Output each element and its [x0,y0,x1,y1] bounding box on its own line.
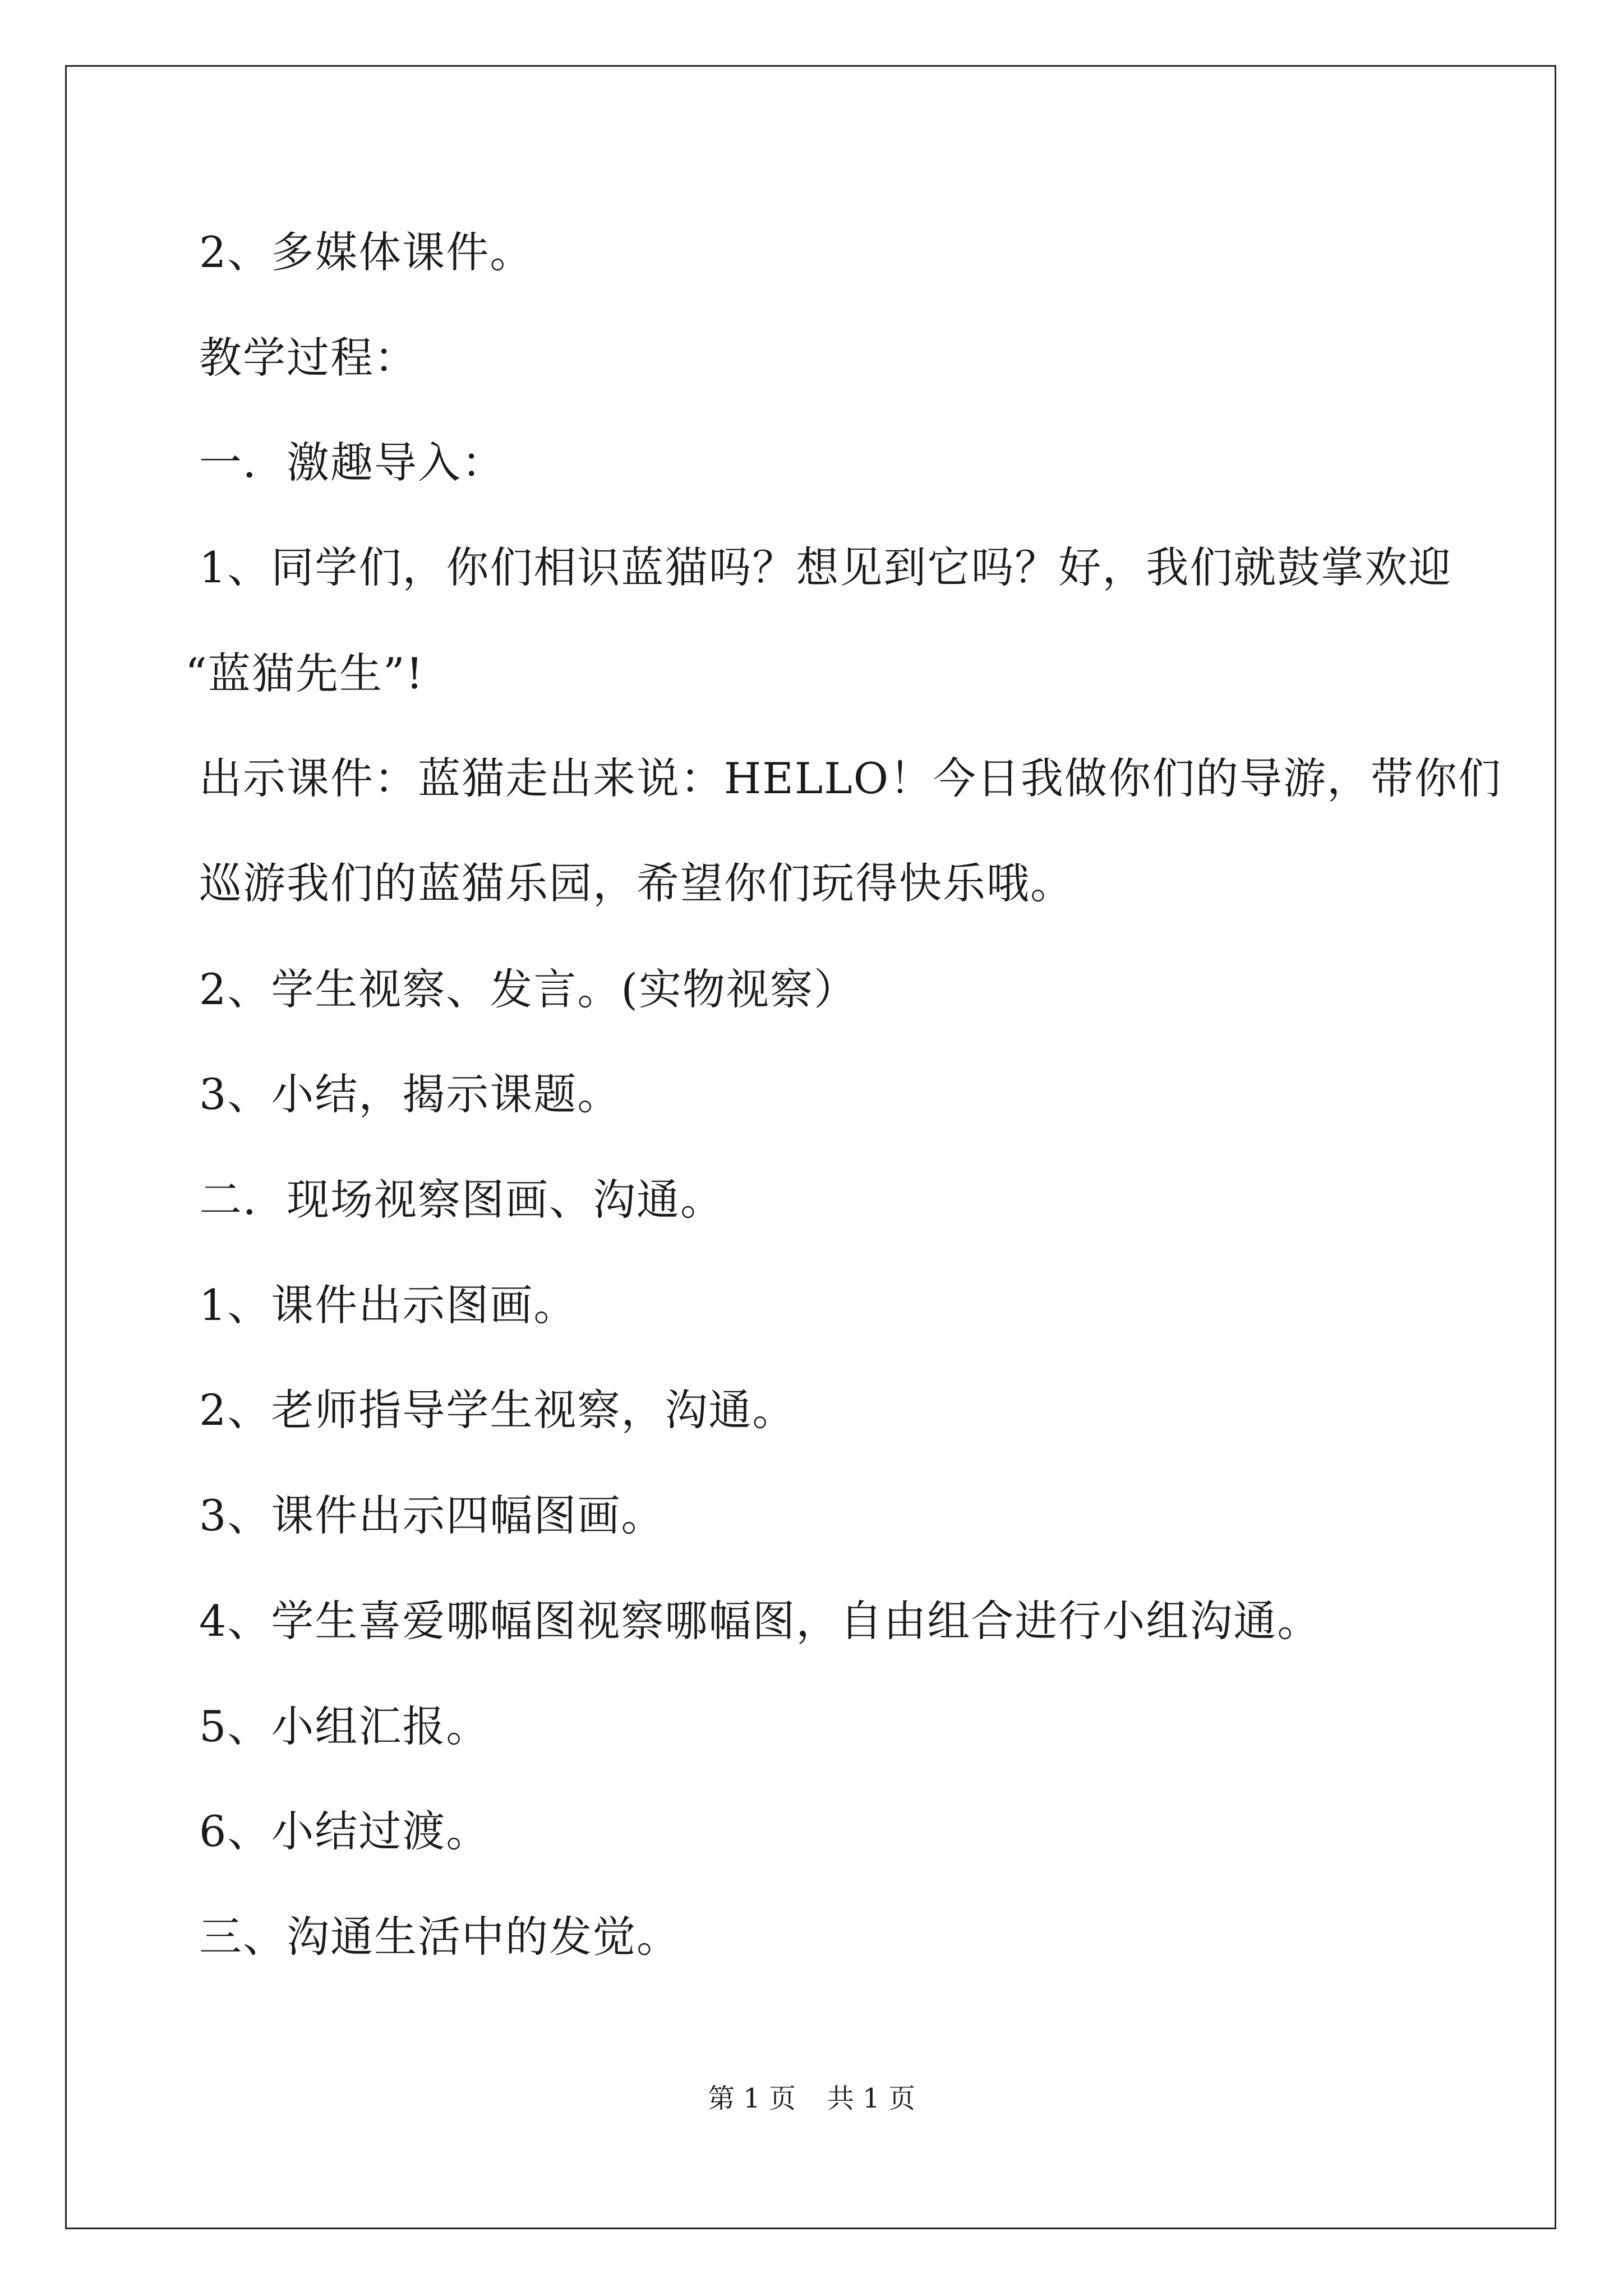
page-number: 第 1 页 [707,2083,796,2114]
paragraph: 1、课件出示图画。 [199,1280,578,1330]
section-heading: 二．现场视察图画、沟通。 [199,1175,724,1225]
paragraph: 1、同学们，你们相识蓝猫吗？想见到它吗？好，我们就鼓掌欢迎 [199,542,1453,592]
paragraph: 2、多媒体课件。 [199,227,534,277]
paragraph: 教学过程： [199,333,418,383]
section-heading: 一．激趣导入： [199,438,505,487]
paragraph-continuation: “蓝猫先生”! [185,648,425,698]
page-total: 共 1 页 [827,2083,916,2114]
paragraph: 出示课件：蓝猫走出来说：HELLO！今日我做你们的导游，带你们 [199,753,1502,803]
paragraph: 3、小结，揭示课题。 [199,1069,621,1119]
paragraph: 2、学生视察、发言。(实物视察） [199,964,858,1014]
page-footer [0,2085,1623,2112]
paragraph: 5、小组汇报。 [199,1701,490,1751]
paragraph: 3、课件出示四幅图画。 [199,1490,665,1540]
paragraph: 6、小结过渡。 [199,1806,490,1856]
paragraph-continuation: 巡游我们的蓝猫乐园，希望你们玩得快乐哦。 [199,858,1074,908]
paragraph: 2、老师指导学生视察，沟通。 [199,1385,796,1435]
section-heading: 三、沟通生活中的发觉。 [199,1912,680,1962]
paragraph: 4、学生喜爱哪幅图视察哪幅图，自由组合进行小组沟通。 [199,1596,1321,1646]
